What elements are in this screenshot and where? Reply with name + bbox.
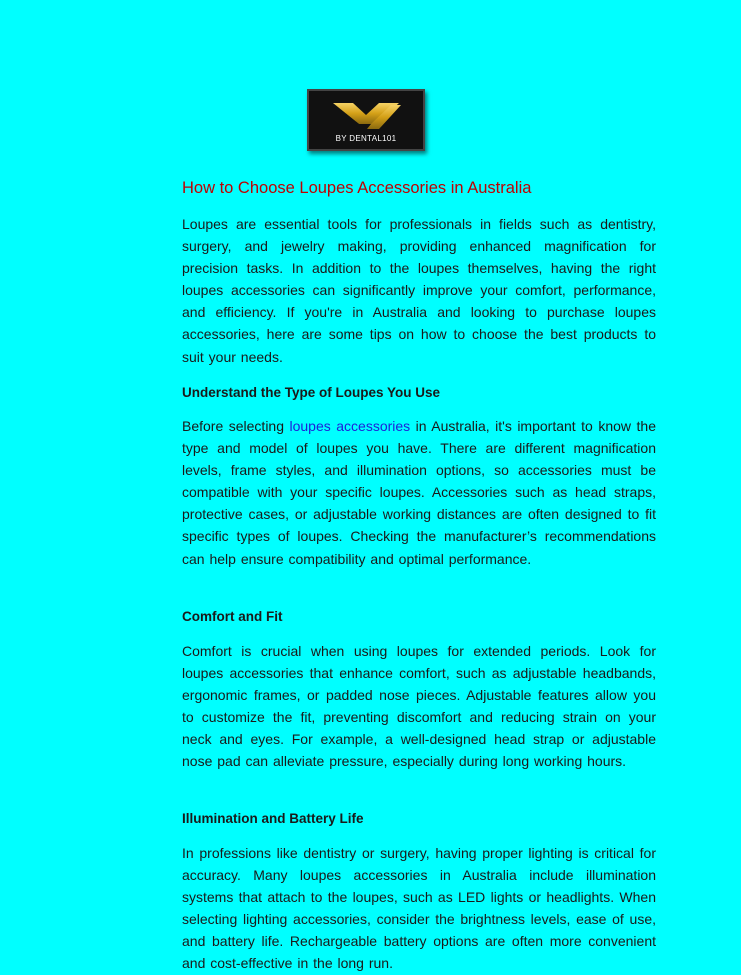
logo-caption: BY DENTAL101 xyxy=(335,134,397,143)
loupes-accessories-link[interactable]: loupes accessories xyxy=(289,418,411,434)
section-paragraph-comfort: Comfort is crucial when using loupes for extended periods. Look for loupes accessories that enhance comfort, such as adjustable headbands, ergonomic frames, or padded nose pieces. Adjustable features allow you to customize the fit, preventing discomfort and reducing strain on your neck and eyes. For example, a well-designed head strap or adjustable nose pad can alleviate pressure, especially during long working hours. xyxy=(182,643,656,770)
section-paragraph-illumination: In professions like dentistry or surgery, having proper lighting is critical for accuracy. Many loupes accessories in Australia include illumination systems that attach to the loupes, such as LED lights or headlights. When selecting lighting accessories, consider the brightness levels, ease of use, and battery life. Rechargeable battery options are often more convenient and cost-effective in the long run. xyxy=(182,845,656,972)
paragraph-text-before-link: Before selecting xyxy=(182,418,290,434)
paragraph-text-after-link: in Australia, it's important to know the type and model of loupes you have. There are different magnification levels, frame styles, and illumination options, so accessories must be compatible with your specific loupes. Accessories such as head straps, protective cases, or adjustable working distances are often designed to fit specific types of loupes. Checking the manufacturer’s recommendations can help ensure compatibility and optimal performance. xyxy=(182,418,656,567)
logo xyxy=(307,89,425,151)
intro-paragraph: Loupes are essential tools for professionals in fields such as dentistry, surgery, and jewelry making, providing enhanced magnification for precision tasks. In addition to the loupes themselves, having the right loupes accessories can significantly improve your comfort, performance, and efficiency. If you're in Australia and looking to purchase loupes accessories, here are some tips on how to choose the best products to suit your needs. xyxy=(182,216,656,365)
section-paragraph-loupe-type xyxy=(182,415,656,570)
article-title: How to Choose Loupes Accessories in Australia xyxy=(182,179,532,197)
section-heading-illumination: Illumination and Battery Life xyxy=(182,811,364,826)
section-heading-comfort: Comfort and Fit xyxy=(182,609,283,624)
section-heading-loupe-type: Understand the Type of Loupes You Use xyxy=(182,385,441,400)
